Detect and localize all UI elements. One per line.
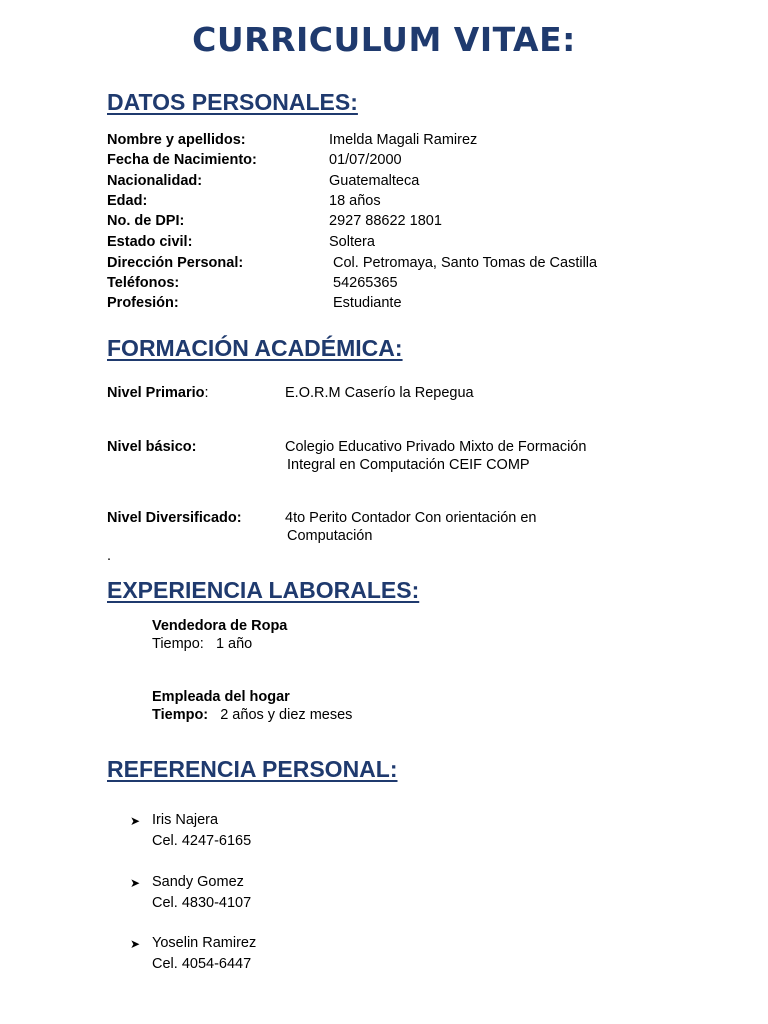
experience-time-label: Tiempo: (152, 707, 209, 723)
document-title: CURRICULUM VITAE: (192, 20, 576, 59)
personal-value: 18 años (329, 193, 381, 209)
experience-time-label: Tiempo: (152, 636, 204, 652)
reference-phone: Cel. 4830-4107 (152, 895, 252, 911)
personal-value: Soltera (329, 234, 375, 250)
arrowhead-bullet-icon: ➤ (130, 937, 141, 951)
education-value-line2: Integral en Computación CEIF COMP (287, 457, 530, 473)
experience-time-value: 1 año (215, 636, 253, 652)
personal-label: Nacionalidad: (107, 173, 203, 189)
arrowhead-bullet-icon: ➤ (130, 814, 141, 828)
reference-name: Iris Najera (152, 812, 219, 828)
personal-value: 01/07/2000 (329, 152, 402, 168)
section-heading-personal: DATOS PERSONALES: (107, 89, 358, 115)
personal-value: 2927 88622 1801 (329, 213, 442, 229)
personal-label: Fecha de Nacimiento: (107, 152, 257, 168)
personal-label: Profesión: (107, 295, 179, 311)
reference-phone: Cel. 4054-6447 (152, 956, 252, 972)
personal-label: No. de DPI: (107, 213, 185, 229)
education-value: 4to Perito Contador Con orientación en (285, 510, 537, 526)
stray-dot: . (107, 548, 112, 564)
section-heading-references: REFERENCIA PERSONAL: (107, 756, 398, 782)
personal-label: Estado civil: (107, 234, 193, 250)
personal-value: Imelda Magali Ramirez (329, 132, 478, 148)
experience-time (152, 705, 352, 725)
reference-phone: Cel. 4247-6165 (152, 833, 252, 849)
personal-value: Guatemalteca (329, 173, 420, 189)
section-heading-education: FORMACIÓN ACADÉMICA: (107, 335, 403, 361)
personal-value: Col. Petromaya, Santo Tomas de Castilla (333, 255, 598, 271)
personal-label: Teléfonos: (107, 275, 180, 291)
personal-label: Edad: (107, 193, 148, 209)
education-label: Nivel básico: (107, 439, 197, 455)
experience-job: Vendedora de Ropa (152, 618, 288, 634)
personal-value: 54265365 (333, 275, 398, 291)
education-label-text: Nivel Primario (107, 385, 205, 401)
education-label: Nivel Diversificado: (107, 510, 242, 526)
experience-job: Empleada del hogar (152, 689, 290, 705)
education-label (107, 383, 209, 403)
reference-name: Sandy Gomez (152, 874, 244, 890)
reference-name: Yoselin Ramirez (152, 935, 257, 951)
personal-label: Dirección Personal: (107, 255, 244, 271)
experience-time-value: 2 años y diez meses (220, 707, 353, 723)
arrowhead-bullet-icon: ➤ (130, 876, 141, 890)
education-value: E.O.R.M Caserío la Repegua (285, 385, 474, 401)
education-value: Colegio Educativo Privado Mixto de Formación (285, 439, 587, 455)
section-heading-experience: EXPERIENCIA LABORALES: (107, 577, 420, 603)
experience-time (152, 634, 252, 654)
education-value-line2: Computación (287, 528, 373, 544)
education-label-colon: : (204, 385, 209, 401)
personal-value: Estudiante (333, 295, 402, 311)
personal-label: Nombre y apellidos: (107, 132, 246, 148)
